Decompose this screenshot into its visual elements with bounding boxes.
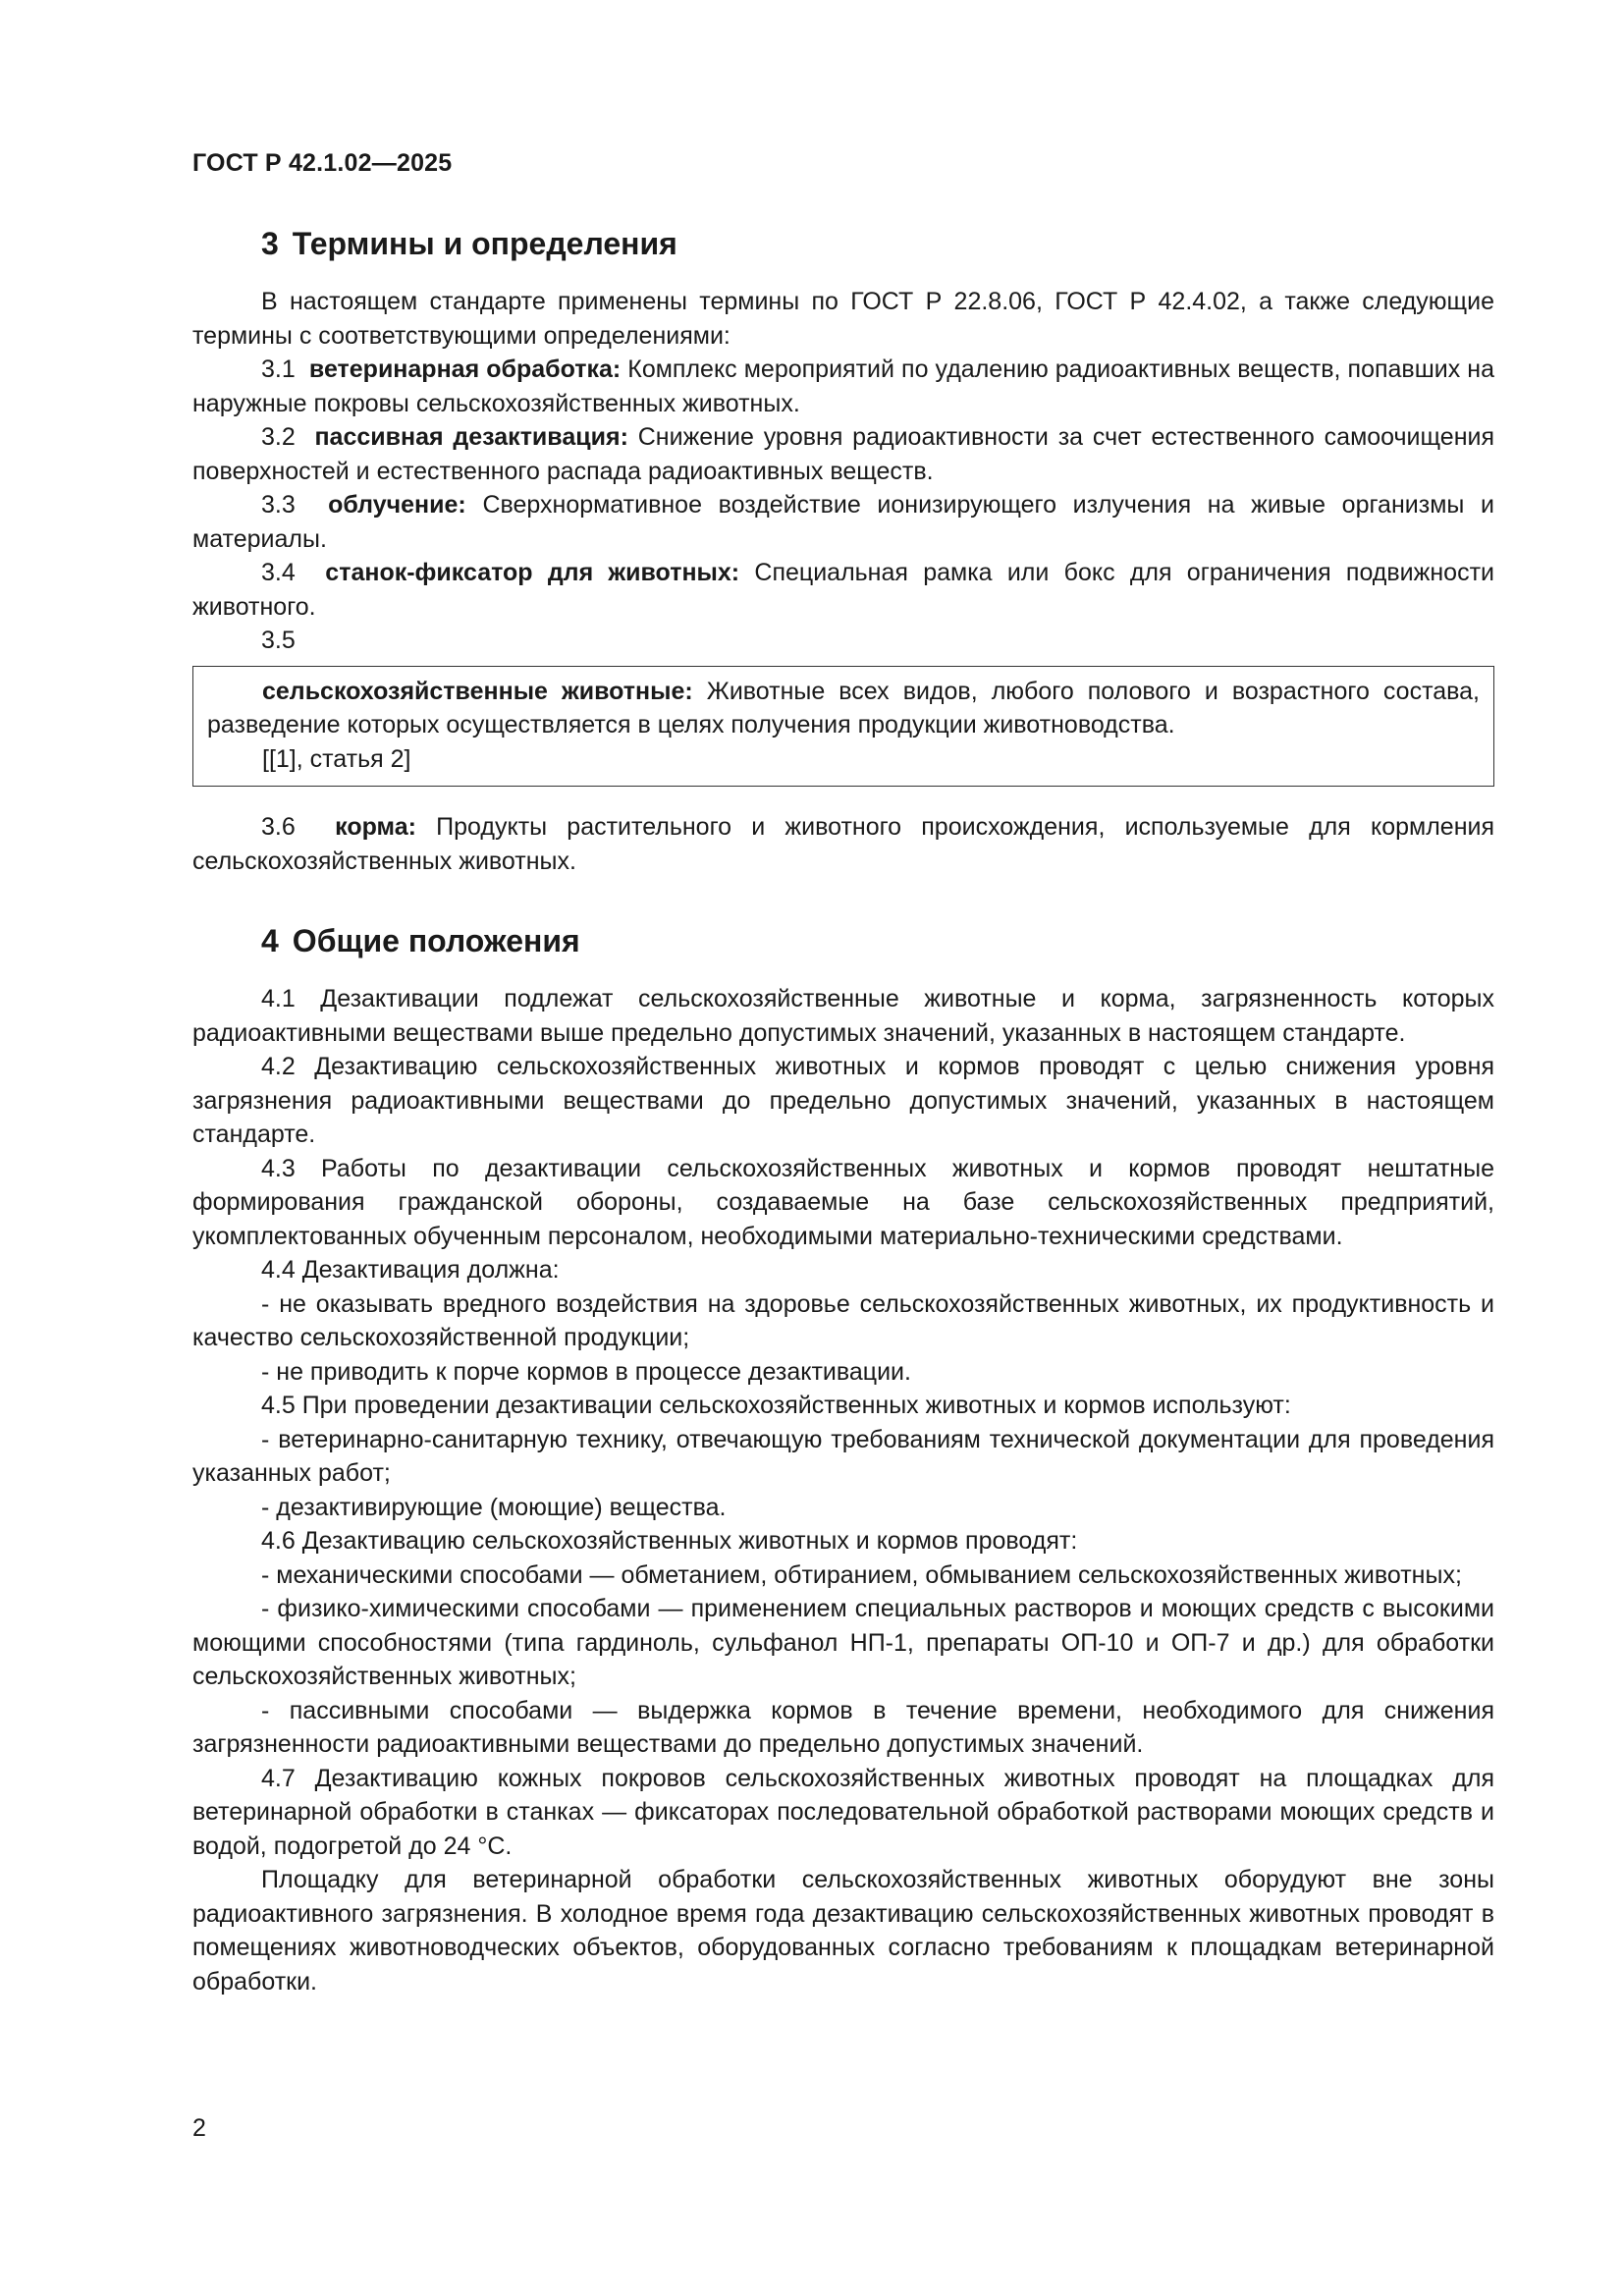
term-3-5-number: 3.5 <box>261 627 296 654</box>
term-3-3: 3.3 облучение: Сверхнормативное воздействие ионизирующего излучения на живые организмы и материалы. <box>192 491 1494 553</box>
document-header: ГОСТ Р 42.1.02—2025 <box>192 149 453 177</box>
term-3-1-definition: Комплекс мероприятий по удалению радиоактивных веществ, попавших на наружные покровы сельскохозяйственных животных. <box>192 355 1494 417</box>
term-3-1: 3.1 ветеринарная обработка: Комплекс мероприятий по удалению радиоактивных веществ, попавших на наружные покровы сельскохозяйственных животных. <box>192 355 1494 417</box>
term-3-4-definition: Специальная рамка или бокс для ограничения подвижности животного. <box>192 559 1494 621</box>
page-content <box>192 222 1494 1998</box>
term-3-4: 3.4 станок-фиксатор для животных: Специальная рамка или бокс для ограничения подвижности животного. <box>192 559 1494 621</box>
section-3-body <box>192 285 1494 878</box>
term-3-6-name: корма: <box>335 813 416 841</box>
term-3-6-definition: Продукты растительного и животного происхождения, используемые для кормления сельскохозяйственных животных. <box>192 813 1495 875</box>
term-3-4-name: станок-фиксатор для животных: <box>325 559 740 586</box>
term-3-5-reference: [[1], статья 2] <box>262 744 411 773</box>
term-3-3-definition: Сверхнормативное воздействие ионизирующего излучения на живые организмы и материалы. <box>192 491 1494 553</box>
section-3-intro: В настоящем стандарте применены термины по ГОСТ Р 22.8.06, ГОСТ Р 42.4.02, а также следующие термины с соответствующими определениями: <box>192 288 1494 350</box>
clause-4-4: 4.4 Дезактивация должна: <box>261 1256 560 1284</box>
term-3-1-name: ветеринарная обработка: <box>308 355 622 383</box>
clause-4-2: 4.2 Дезактивацию сельскохозяйственных животных и кормов проводят с целью снижения уровня загрязнения радиоактивными веществами до предельно допустимых значений, указанных в настоящем стандарте. <box>192 1053 1494 1148</box>
clause-4-3: 4.3 Работы по дезактивации сельскохозяйственных животных и кормов проводят нештатные формирования гражданской обороны, создаваемые на базе сельскохозяйственных предприятий, укомплектованных обученным персоналом, необходимыми материально-техническими средствами. <box>192 1154 1494 1250</box>
clause-4-4-item-2: - не приводить к порче кормов в процессе дезактивации. <box>261 1357 911 1386</box>
section-4-heading <box>192 919 1494 962</box>
term-3-5-box <box>192 666 1494 788</box>
clause-4-7-paragraph-2: Площадку для ветеринарной обработки сельскохозяйственных животных оборудуют вне зоны радиоактивного загрязнения. В холодное время года дезактивацию сельскохозяйственных животных проводят в помещениях животноводческих объектов, оборудованных согласно требованиям к площадкам ветеринарной обработки. <box>192 1866 1494 1995</box>
clause-4-4-item-1: - не оказывать вредного воздействия на здоровье сельскохозяйственных животных, их продуктивность и качество сельскохозяйственной продукции; <box>192 1289 1494 1351</box>
term-3-5 <box>207 675 1480 742</box>
term-3-5-name: сельскохозяйственные животные: <box>262 677 693 705</box>
clause-4-5: 4.5 При проведении дезактивации сельскохозяйственных животных и кормов используют: <box>261 1392 1291 1419</box>
clause-4-5-item-1: - ветеринарно-санитарную технику, отвечающую требованиям технической документации для проведения указанных работ; <box>192 1425 1494 1487</box>
term-3-3-name: облучение: <box>328 491 466 519</box>
section-3-number: 3 <box>261 226 279 261</box>
section-4-body <box>192 982 1494 1998</box>
term-3-6: 3.6 корма: Продукты растительного и животного происхождения, используемые для кормления сельскохозяйственных животных. <box>192 813 1495 875</box>
clause-4-7: 4.7 Дезактивацию кожных покровов сельскохозяйственных животных проводят на площадках для ветеринарной обработки в станках — фиксаторах последовательной обработкой растворами моющих средств и водой, подогретой до 24 °С. <box>192 1764 1494 1860</box>
section-4-title: Общие положения <box>292 923 580 958</box>
section-4-number: 4 <box>261 923 279 958</box>
clause-4-5-item-2: - дезактивирующие (моющие) вещества. <box>261 1493 727 1521</box>
section-3-title: Термины и определения <box>292 226 677 261</box>
page-number: 2 <box>192 2114 206 2142</box>
term-3-5-definition: Животные всех видов, любого полового и возрастного состава, разведение которых осуществляется в целях получения продукции животноводства. <box>207 677 1481 738</box>
clause-4-1: 4.1 Дезактивации подлежат сельскохозяйственные животные и корма, загрязненность которых радиоактивными веществами выше предельно допустимых значений, указанных в настоящем стандарте. <box>192 985 1494 1047</box>
term-3-2-definition: Снижение уровня радиоактивности за счет естественного самоочищения поверхностей и естественного распада радиоактивных веществ. <box>192 423 1495 485</box>
term-3-2-name: пассивная дезактивация: <box>314 423 628 451</box>
clause-4-6-item-3: - пассивными способами — выдержка кормов в течение времени, необходимого для снижения загрязненности радиоактивными веществами до предельно допустимых значений. <box>192 1696 1494 1758</box>
clause-4-6-item-2: - физико-химическими способами — применением специальных растворов и моющих средств с высокими моющими способностями (типа гардиноль, сульфанол НП-1, препараты ОП-10 и ОП-7 и др.) для обработки сельскохозяйственных животных; <box>192 1595 1494 1690</box>
clause-4-6-item-1: - механическими способами — обметанием, обтиранием, обмыванием сельскохозяйственных животных; <box>261 1560 1462 1589</box>
clause-4-6: 4.6 Дезактивацию сельскохозяйственных животных и кормов проводят: <box>261 1527 1078 1555</box>
section-3-heading <box>192 222 1494 265</box>
term-3-2: 3.2 пассивная дезактивация: Снижение уровня радиоактивности за счет естественного самоочищения поверхностей и естественного распада радиоактивных веществ. <box>192 423 1495 485</box>
